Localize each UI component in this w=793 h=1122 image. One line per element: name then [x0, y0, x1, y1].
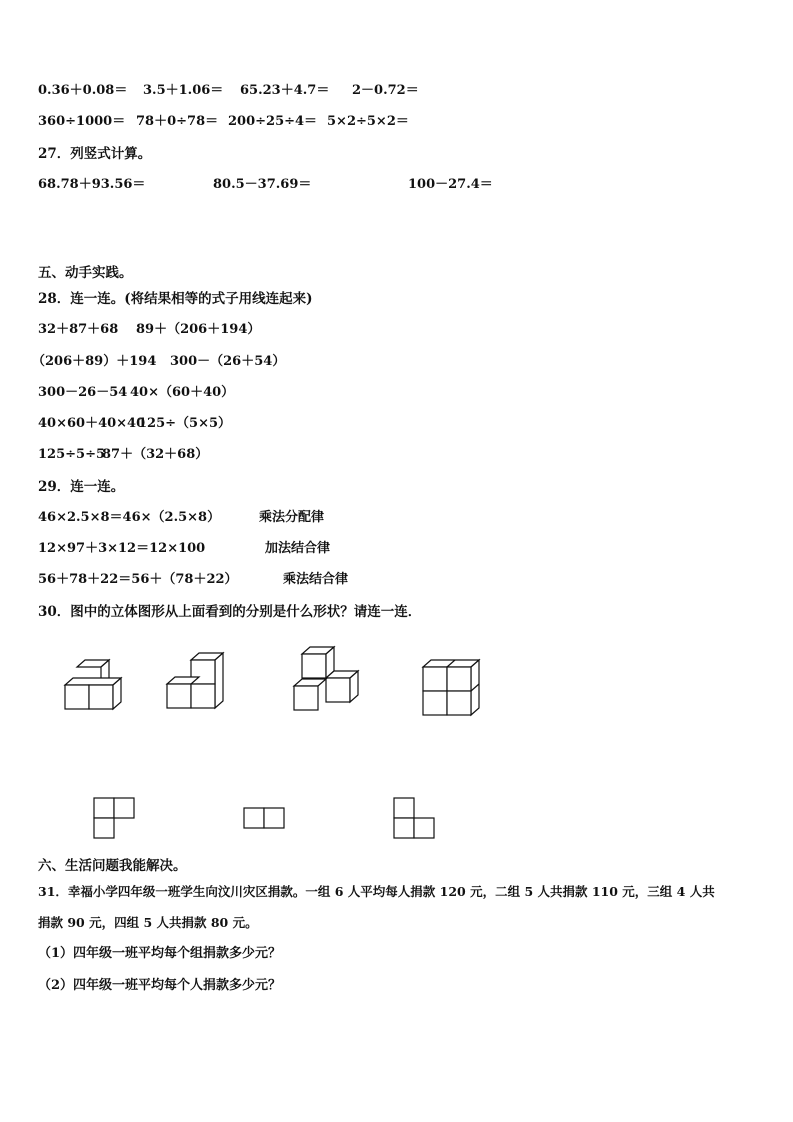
q31-sub-question-1: （1）四年级一班平均每个组捐款多少元？ [38, 946, 282, 961]
q29-law: 乘法分配律 [259, 510, 325, 525]
q31-text-line-1: 31．幸福小学四年级一班学生向汶川灾区捐款。一组 6 人平均每人捐款 120 元，二组 5 人共捐款 110 元，三组 4 人共 [38, 884, 715, 899]
solid-4 [418, 654, 486, 722]
q28-left-expr: （206＋89）＋194 [32, 354, 157, 369]
q28-right-expr: 40×（60＋40） [130, 385, 235, 400]
calc-item: 200÷25÷4＝ [228, 114, 318, 129]
q28-left-expr: 125÷5÷5 [38, 447, 106, 462]
solid-1 [60, 660, 130, 714]
q28-title: 28．连一连。(将结果相等的式子用线连起来) [38, 291, 313, 307]
calc-item: 0.36＋0.08＝ [38, 83, 128, 98]
q31-sub-question-2: （2）四年级一班平均每个人捐款多少元？ [38, 978, 282, 993]
q28-right-expr: 300－（26＋54） [170, 354, 286, 369]
q30-title: 30．图中的立体图形从上面看到的分别是什么形状？请连一连． [38, 604, 422, 620]
view-1 [92, 796, 138, 840]
q29-title: 29．连一连。 [38, 479, 125, 495]
view-3 [392, 796, 438, 840]
calc-item: 3.5＋1.06＝ [143, 83, 224, 98]
q28-left-expr: 40×60＋40×40 [38, 416, 146, 431]
view-2 [242, 806, 288, 830]
calc-item: 5×2÷5×2＝ [327, 114, 409, 129]
q29-law: 加法结合律 [265, 541, 331, 556]
q27-item: 80.5－37.69＝ [213, 177, 312, 192]
calc-item: 65.23＋4.7＝ [240, 83, 330, 98]
q28-right-expr: 125÷（5×5） [138, 416, 232, 431]
solid-2 [162, 650, 230, 716]
q28-left-expr: 300－26－54 [38, 385, 128, 400]
section-6-title: 六、生活问题我能解决。 [38, 858, 187, 874]
q29-law: 乘法结合律 [283, 572, 349, 587]
q28-right-expr: 89＋（206＋194） [136, 322, 261, 337]
solid-3 [290, 644, 364, 718]
calc-item: 360÷1000＝ [38, 114, 126, 129]
calc-item: 2－0.72＝ [352, 83, 419, 98]
q27-item: 100－27.4＝ [408, 177, 493, 192]
q29-equation: 12×97＋3×12＝12×100 [38, 541, 206, 556]
q28-right-expr: 87＋（32＋68） [102, 447, 209, 462]
q29-equation: 46×2.5×8＝46×（2.5×8） [38, 510, 221, 525]
q27-title: 27．列竖式计算。 [38, 146, 152, 162]
q27-item: 68.78＋93.56＝ [38, 177, 146, 192]
q29-equation: 56＋78＋22＝56＋（78＋22） [38, 572, 238, 587]
q28-left-expr: 32＋87＋68 [38, 322, 119, 337]
calc-item: 78＋0÷78＝ [136, 114, 219, 129]
q31-text-line-2: 捐款 90 元，四组 5 人共捐款 80 元。 [38, 915, 258, 930]
section-5-title: 五、动手实践。 [38, 265, 133, 281]
